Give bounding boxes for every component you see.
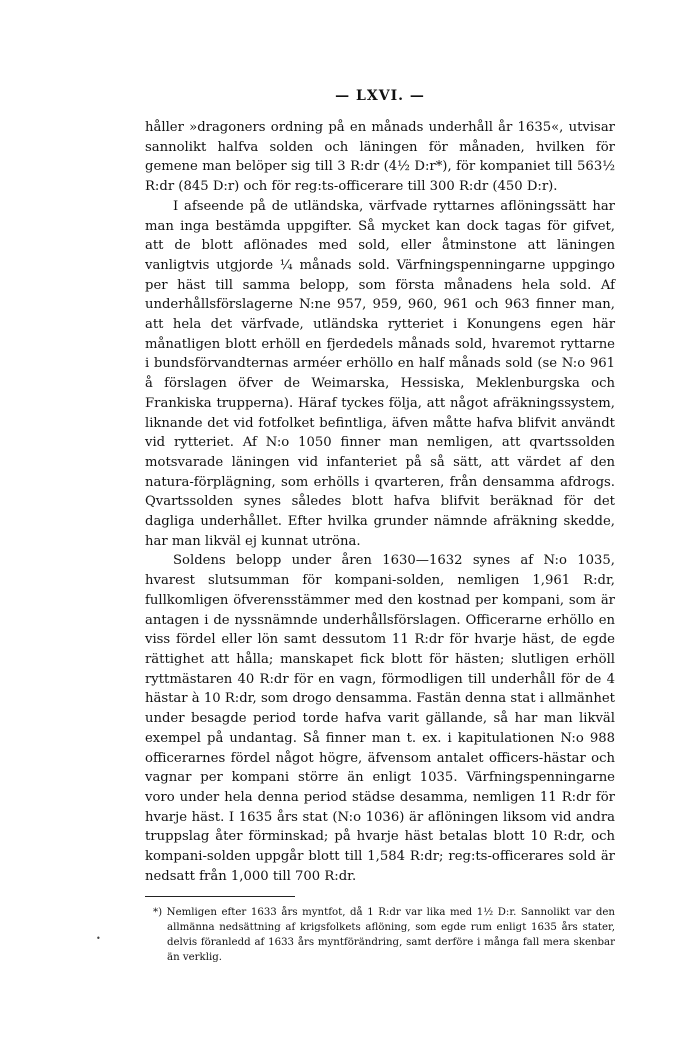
footnote: *) Nemligen efter 1633 års myntfot, då 1 R:dr var lika med 1½ D:r. Sannolikt var den allmänna nedsättning af krigsfolkets aflöning, som egde rum enligt 1635 års stater, delvis föranledd af 1633 års myntförändring, samt derföre i många fall mera skenbar än verklig. [153,907,615,964]
paragraph-1: håller »dragoners ordning på en månads underhåll år 1635«, utvisar sannolikt halfva solden och läningen för månaden, hvilken för gemene man belöper sig till 3 R:dr (4½ D:r*), för kompaniet till 563½ R:dr (845 D:r) och för reg:ts-officerare till 300 R:dr (450 D:r). [145,120,615,195]
paragraph-2: I afseende på de utländska, värfvade ryttarnes aflöningssätt har man inga bestämda uppgifter. Så mycket kan dock tagas för gifvet, att de blott aflönades med sold, eller åtminstone att läningen vanligtvis utgjorde ¼ månads sold. Värfningspenningarne uppgingo per häst till samma belopp, som första månadens hela sold. Af underhållsförslagerne N:ne 957, 959, 960, 961 och 963 finner man, att hela det värfvade, utländska rytteriet i Konungens egen här månatligen blott erhöll en fjerdedels månads sold, hvaremot ryttarne i bundsförvandternas arméer erhöllo en half månads sold (se N:o 961 å förslagen öfver de Weimarska, Hessiska, Meklenburgska och Frankiska trupperna). Häraf tyckes följa, att något afräkningssystem, liknande det vid fotfolket befintliga, äfven måtte hafva blifvit användt vid rytteriet. Af N:o 1050 finner man nemligen, att qvartssolden motsvarade läningen vid infanteriet på så sätt, att värdet af den natura-förplägning, som erhölls i qvarteren, från densamma afdrogs. Qvartssolden synes således blott hafva blifvit beräknad för det dagliga underhållet. Efter hvilka grunder nämnde afräkning skedde, har man likväl ej kunnat utröna. [145,198,615,549]
footnote-divider [145,896,295,897]
paragraph-3: Soldens belopp under åren 1630—1632 synes af N:o 1035, hvarest slutsumman för kompani-solden, nemligen 1,961 R:dr, fullkomligen öfverensstämmer med den kostnad per kompani, som är antagen i de nyssnämnde underhållsförslagen. Officerarne erhöllo en viss fördel eller lön samt dessutom 11 R:dr för hvarje häst, de egde rättighet att hålla; manskapet fick blott för hästen; slutligen erhöll ryttmästaren 40 R:dr för en vagn, förmodligen till underhåll för de 4 hästar à 10 R:dr, som drogo densamma. Fastän denna stat i allmänhet under besagde period torde hafva varit gällande, så har man likväl exempel på undantag. Så finner man t. ex. i kapitulationen N:o 988 officerarnes fördel något högre, äfvensom antalet officers-hästar och vagnar per kompani större än enligt 1035. Värfningspenningarne voro under hela denna period städse desamma, nemligen 11 R:dr för hvarje häst. I 1635 års stat (N:o 1036) är aflöningen liksom vid andra truppslag åter förminskad; på hvarje häst betalas blott 10 R:dr, och kompani-solden uppgår blott till 1,584 R:dr; reg:ts-officerares sold är nedsatt från 1,000 till 700 R:dr. [145,553,615,884]
page-number-header: — LXVI. — [335,88,425,104]
margin-mark: • [96,934,101,943]
page-body [145,88,615,965]
